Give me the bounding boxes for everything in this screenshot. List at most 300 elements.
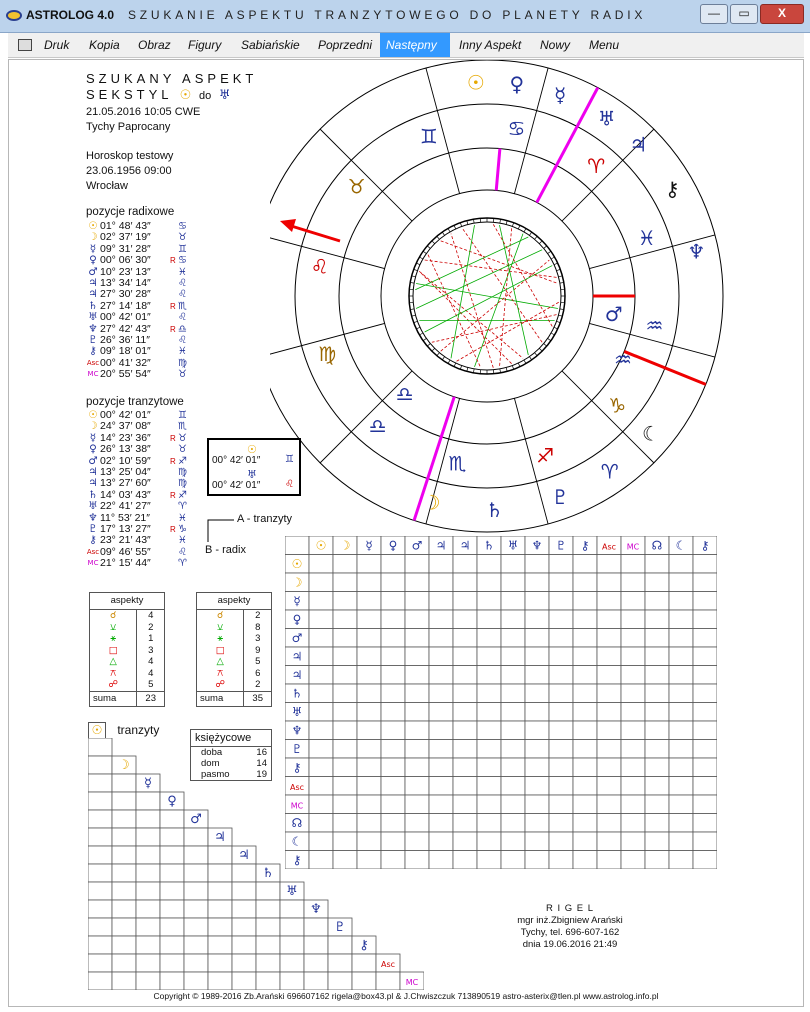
grid-cell xyxy=(597,703,621,722)
grid-cell xyxy=(525,740,549,759)
retrograde-mark xyxy=(170,244,178,255)
grid-cell xyxy=(429,592,453,611)
grid-cell xyxy=(208,918,232,936)
aspect-table-row xyxy=(90,645,165,657)
grid-cell xyxy=(405,703,429,722)
grid-cell xyxy=(88,792,112,810)
wheel-tick xyxy=(432,348,435,351)
grid-cell xyxy=(501,777,525,796)
wheel-tick xyxy=(442,357,444,360)
grid-cell xyxy=(669,647,693,666)
chart-wheel xyxy=(270,60,802,534)
retrograde-mark xyxy=(170,478,178,489)
grid-cell xyxy=(376,972,400,990)
aspect-line xyxy=(500,228,512,367)
grid-cell xyxy=(381,832,405,851)
grid-cell xyxy=(405,777,429,796)
grid-cell xyxy=(429,666,453,685)
printer-icon[interactable] xyxy=(18,39,32,51)
retrograde-mark xyxy=(170,267,178,278)
wheel-tick xyxy=(423,251,426,253)
grid-cell xyxy=(645,795,669,814)
grid-cell xyxy=(88,846,112,864)
grid-cell xyxy=(621,740,645,759)
retrograde-mark xyxy=(170,278,178,289)
aspect-glyph-icon: □ xyxy=(197,645,244,657)
menu-figury[interactable]: Figury xyxy=(188,38,222,52)
grid-cell xyxy=(88,810,112,828)
grid-column-glyph-icon: ☿ xyxy=(365,538,373,553)
wheel-tick xyxy=(416,263,420,265)
house-line xyxy=(320,129,412,221)
position-value: 26° 13′ 38″ xyxy=(100,443,151,456)
position-value: 13° 25′ 04″ xyxy=(100,465,151,478)
grid-cell xyxy=(573,832,597,851)
grid-cell xyxy=(573,647,597,666)
grid-cell xyxy=(453,610,477,629)
grid-cell xyxy=(597,758,621,777)
grid-cell xyxy=(621,555,645,574)
aspect-table-row xyxy=(197,610,272,622)
grid-cell xyxy=(693,851,717,870)
planet-glyph-icon: ♇ xyxy=(88,333,98,346)
grid-diagonal-glyph-icon: ♆ xyxy=(310,902,322,917)
grid-cell xyxy=(381,703,405,722)
zodiac-sign-icon: ♓ xyxy=(178,512,187,524)
grid-column-glyph-icon: ⚷ xyxy=(580,538,590,553)
grid-cell xyxy=(693,814,717,833)
grid-row-glyph-icon: ♇ xyxy=(291,742,303,756)
grid-cell xyxy=(525,814,549,833)
aspect-line xyxy=(416,250,542,309)
position-value: 17° 13′ 27″ xyxy=(100,522,151,535)
grid-diagonal-glyph-icon: ♃ xyxy=(238,848,250,863)
radix-position-row xyxy=(86,346,206,357)
grid-cell xyxy=(549,573,573,592)
planet-glyph-icon: ♆ xyxy=(88,322,98,335)
aspect-glyph-icon: △ xyxy=(90,656,137,668)
grid-cell xyxy=(328,936,352,954)
retrograde-mark xyxy=(170,335,178,346)
grid-cell xyxy=(333,832,357,851)
grid-cell xyxy=(597,592,621,611)
wheel-tick xyxy=(448,228,450,231)
wheel-tick xyxy=(416,327,420,329)
grid-cell xyxy=(453,592,477,611)
grid-diagonal-glyph-icon: ☽ xyxy=(118,758,130,773)
zodiac-sign-icon: ♋ xyxy=(178,221,187,232)
grid-cell xyxy=(573,573,597,592)
position-value: 01° 48′ 43″ xyxy=(100,220,151,232)
grid-cell xyxy=(453,703,477,722)
grid-cell xyxy=(184,900,208,918)
position-value: 14° 03′ 43″ xyxy=(100,488,151,501)
grid-cell xyxy=(477,851,501,870)
grid-cell xyxy=(136,936,160,954)
grid-cell xyxy=(381,573,405,592)
aspect-glyph-icon: ⚺ xyxy=(90,622,137,634)
grid-cell xyxy=(304,954,328,972)
wheel-tick xyxy=(557,269,561,270)
grid-cell xyxy=(405,573,429,592)
wheel-tick xyxy=(512,366,513,370)
grid-cell xyxy=(429,703,453,722)
grid-cell xyxy=(232,918,256,936)
grid-cell xyxy=(645,684,669,703)
wheel-tick xyxy=(427,246,430,249)
grid-cell xyxy=(669,703,693,722)
grid-cell xyxy=(88,954,112,972)
grid-row-glyph-icon: ♂ xyxy=(291,631,303,645)
menu-kopia[interactable]: Kopia xyxy=(89,38,120,52)
grid-row-glyph-icon: MC xyxy=(290,801,304,811)
menu-nowy[interactable]: Nowy xyxy=(540,38,571,52)
transit-position-row xyxy=(86,444,206,455)
grid-cell xyxy=(453,555,477,574)
zodiac-sign-icon: ♉ xyxy=(178,432,187,444)
grid-cell xyxy=(112,774,136,792)
grid-cell xyxy=(549,795,573,814)
aspect-line xyxy=(425,260,557,277)
grid-column-glyph-icon: ☉ xyxy=(315,538,327,553)
grid-cell xyxy=(280,954,304,972)
aspect-count: 6 xyxy=(244,668,272,680)
grid-cell xyxy=(669,555,693,574)
grid-cell xyxy=(405,814,429,833)
ascendant-arrow-head xyxy=(280,219,296,232)
grid-cell xyxy=(333,740,357,759)
grid-cell xyxy=(304,918,328,936)
planet-glyph-icon: ♃ xyxy=(88,276,98,289)
grid-row-glyph-icon: ♅ xyxy=(291,705,303,719)
search-date: 21.05.2016 10:05 CWE xyxy=(86,106,201,118)
grid-cell xyxy=(645,740,669,759)
position-value: 09° 31′ 28″ xyxy=(100,242,151,255)
aspect-name: SEKSTYL xyxy=(86,87,173,102)
grid-diagonal-glyph-icon: ☿ xyxy=(144,776,152,791)
grid-cell xyxy=(405,740,429,759)
grid-column-glyph-icon: ♆ xyxy=(531,538,543,553)
wheel-tick xyxy=(529,232,531,235)
grid-cell xyxy=(405,666,429,685)
menu-druk[interactable]: Druk xyxy=(44,38,70,52)
position-value: 00° 42′ 01″ xyxy=(100,409,151,421)
grid-row-glyph-icon: ☊ xyxy=(291,816,303,830)
moon-row: doba 16 xyxy=(201,747,267,758)
grid-row-glyph-icon: ☿ xyxy=(293,594,301,608)
grid-cell xyxy=(573,777,597,796)
planet-glyph-icon: ♃ xyxy=(88,477,98,490)
grid-cell xyxy=(693,555,717,574)
moon-row: dom 14 xyxy=(201,758,267,769)
grid-cell xyxy=(112,846,136,864)
grid-column-glyph-icon: ⚷ xyxy=(700,538,710,553)
aspect-table-row xyxy=(197,668,272,680)
grid-cell xyxy=(549,592,573,611)
planet-glyph-icon: ☾ xyxy=(641,421,660,446)
aspect-glyph-icon: ⚺ xyxy=(197,622,244,634)
position-value: 26° 36′ 11″ xyxy=(100,333,150,346)
grid-cell xyxy=(88,918,112,936)
maximize-button[interactable]: ▭ xyxy=(730,4,758,24)
grid-cell xyxy=(309,758,333,777)
wheel-tick xyxy=(518,363,520,367)
grid-cell xyxy=(693,703,717,722)
grid-cell xyxy=(525,832,549,851)
transit-position-row xyxy=(86,558,206,569)
grid-cell xyxy=(693,684,717,703)
grid-cell xyxy=(309,814,333,833)
planet-glyph-icon: ♀ xyxy=(89,443,97,456)
grid-cell xyxy=(333,555,357,574)
zodiac-sign-icon: ♌ xyxy=(310,254,329,279)
wheel-tick xyxy=(419,257,422,259)
grid-cell xyxy=(621,610,645,629)
grid-cell xyxy=(357,684,381,703)
grid-cell xyxy=(453,758,477,777)
aspect-table-row xyxy=(197,633,272,645)
grid-cell xyxy=(525,703,549,722)
grid-cell xyxy=(453,629,477,648)
grid-cell xyxy=(184,846,208,864)
zodiac-sign-icon: ♎ xyxy=(368,414,387,439)
grid-cell xyxy=(429,814,453,833)
grid-cell xyxy=(669,740,693,759)
grid-cell xyxy=(232,882,256,900)
grid-cell xyxy=(477,795,501,814)
grid-cell xyxy=(621,573,645,592)
leo-icon: ♌ xyxy=(285,479,294,490)
grid-cell xyxy=(285,536,309,555)
wheel-tick xyxy=(535,236,538,239)
minimize-button[interactable]: — xyxy=(700,4,728,24)
grid-cell xyxy=(309,610,333,629)
menu-inny-aspekt[interactable]: Inny Aspekt xyxy=(459,38,522,52)
grid-cell xyxy=(184,828,208,846)
grid-cell xyxy=(477,592,501,611)
grid-row-glyph-icon: ♀ xyxy=(292,612,302,627)
planet-glyph-icon: ♆ xyxy=(687,239,706,264)
transit-positions-list xyxy=(86,410,206,569)
aspect-line xyxy=(425,266,553,332)
grid-cell xyxy=(256,936,280,954)
sun-icon: ☉ xyxy=(179,88,192,103)
grid-cell xyxy=(501,555,525,574)
retrograde-mark xyxy=(170,232,178,243)
grid-cell xyxy=(525,555,549,574)
grid-cell xyxy=(573,666,597,685)
wheel-tick xyxy=(524,228,526,231)
grid-cell xyxy=(160,846,184,864)
menu-menu[interactable]: Menu xyxy=(589,38,620,52)
grid-cell xyxy=(232,972,256,990)
axis-line xyxy=(624,351,706,384)
grid-cell xyxy=(621,851,645,870)
zodiac-sign-icon: ♏ xyxy=(178,300,187,312)
grid-cell xyxy=(405,629,429,648)
grid-cell xyxy=(136,900,160,918)
aspect-count: 2 xyxy=(244,679,272,691)
grid-cell xyxy=(501,629,525,648)
grid-cell xyxy=(405,610,429,629)
retrograde-mark: R xyxy=(170,324,176,334)
grid-cell xyxy=(525,777,549,796)
grid-cell xyxy=(453,721,477,740)
grid-cell xyxy=(136,864,160,882)
grid-cell xyxy=(357,851,381,870)
grid-cell xyxy=(112,900,136,918)
grid-cell xyxy=(573,851,597,870)
grid-column-glyph-icon: ♃ xyxy=(435,538,447,553)
grid-cell xyxy=(184,918,208,936)
zodiac-sign-icon: ♓ xyxy=(637,225,656,250)
credits-date: dnia 19.06.2016 21:49 xyxy=(522,939,618,950)
grid-cell xyxy=(669,851,693,870)
grid-cell xyxy=(477,555,501,574)
planet-glyph-icon: ♒ xyxy=(613,347,632,372)
zodiac-sign-icon: ♉ xyxy=(178,369,187,381)
grid-cell xyxy=(597,555,621,574)
grid-cell xyxy=(232,954,256,972)
grid-cell xyxy=(309,851,333,870)
wheel-tick xyxy=(539,241,542,244)
planet-glyph-icon: ♅ xyxy=(597,106,616,131)
menu-sabianskie[interactable]: Sabiańskie xyxy=(241,38,300,52)
grid-cell xyxy=(573,758,597,777)
grid-cell xyxy=(597,610,621,629)
grid-cell xyxy=(645,703,669,722)
wheel-tick xyxy=(432,241,435,244)
grid-cell xyxy=(477,740,501,759)
grid-cell xyxy=(357,555,381,574)
grid-cell xyxy=(693,610,717,629)
grid-cell xyxy=(184,882,208,900)
planet-glyph-icon: ♂ xyxy=(88,265,98,278)
grid-cell xyxy=(160,828,184,846)
grid-cell xyxy=(357,721,381,740)
legend-radix: B - radix xyxy=(205,544,246,556)
menu-poprzedni[interactable]: Poprzedni xyxy=(318,38,373,52)
aspect-count: 3 xyxy=(244,633,272,645)
grid-cell xyxy=(160,918,184,936)
aspect-do: do xyxy=(198,90,212,102)
retrograde-mark: R xyxy=(170,490,176,500)
legend-connector xyxy=(200,512,240,542)
grid-row-glyph-icon: ♃ xyxy=(291,649,303,664)
grid-cell xyxy=(525,795,549,814)
planet-glyph-icon: ☉ xyxy=(88,220,98,232)
retrograde-mark xyxy=(170,501,178,512)
grid-cell xyxy=(136,918,160,936)
aspect-count: 4 xyxy=(137,610,165,622)
grid-cell xyxy=(669,832,693,851)
grid-cell xyxy=(573,592,597,611)
aspect-table-row xyxy=(197,679,272,691)
grid-cell xyxy=(136,810,160,828)
grid-cell xyxy=(112,792,136,810)
grid-cell xyxy=(477,573,501,592)
zodiac-sign-icon: ♉ xyxy=(178,444,187,456)
aspect-count: 2 xyxy=(244,610,272,622)
grid-column-glyph-icon: ☽ xyxy=(339,538,351,553)
grid-diagonal-glyph-icon: Asc xyxy=(380,960,396,969)
aspect-table-header: aspekty xyxy=(90,593,165,610)
aspect-glyph-icon: △ xyxy=(197,656,244,668)
grid-cell xyxy=(88,972,112,990)
zodiac-sign-icon: ♋ xyxy=(507,116,526,141)
grid-cell xyxy=(112,972,136,990)
grid-cell xyxy=(357,666,381,685)
position-value: 02° 10′ 59″ xyxy=(100,454,151,467)
grid-row-glyph-icon: ⚷ xyxy=(292,760,302,775)
grid-cell xyxy=(112,954,136,972)
wheel-ring xyxy=(270,60,723,532)
zodiac-sign-icon: ♐ xyxy=(536,443,555,468)
grid-cell xyxy=(309,777,333,796)
planet-glyph-icon: ⚷ xyxy=(89,345,97,358)
grid-cell xyxy=(160,954,184,972)
grid-cell xyxy=(621,795,645,814)
grid-diagonal-glyph-icon: ♀ xyxy=(167,794,177,809)
left-grid-sun-box: ☉ tranzyty xyxy=(88,722,159,740)
position-value: 21° 15′ 44″ xyxy=(100,557,151,570)
grid-cell xyxy=(381,740,405,759)
grid-cell xyxy=(333,795,357,814)
grid-cell xyxy=(477,684,501,703)
grid-cell xyxy=(645,721,669,740)
grid-cell xyxy=(381,666,405,685)
planet-glyph-icon: ♄ xyxy=(485,497,504,522)
position-value: 27° 42′ 43″ xyxy=(100,322,151,335)
zodiac-sign-icon: ♍ xyxy=(318,342,337,367)
zodiac-sign-icon: ♈ xyxy=(178,558,187,570)
wheel-tick xyxy=(554,327,558,329)
grid-cell xyxy=(621,666,645,685)
zodiac-sign-icon: ♓ xyxy=(178,266,187,278)
aspect-count: 5 xyxy=(244,656,272,668)
grid-row-glyph-icon: ⚷ xyxy=(292,853,302,867)
position-value: 11° 53′ 21″ xyxy=(100,511,150,524)
planet-glyph-icon: ☽ xyxy=(88,231,98,244)
grid-cell xyxy=(645,647,669,666)
wheel-tick xyxy=(548,338,551,340)
grid-cell xyxy=(333,647,357,666)
menu-obraz[interactable]: Obraz xyxy=(138,38,171,52)
grid-cell xyxy=(597,832,621,851)
grid-cell xyxy=(136,954,160,972)
grid-cell xyxy=(693,777,717,796)
grid-cell xyxy=(693,592,717,611)
grid-cell xyxy=(621,592,645,611)
grid-cell xyxy=(549,740,573,759)
grid-cell xyxy=(309,666,333,685)
planet-glyph-icon: ♃ xyxy=(629,132,648,157)
grid-cell xyxy=(645,851,669,870)
close-button[interactable]: X xyxy=(760,4,804,24)
grid-cell xyxy=(453,573,477,592)
grid-cell xyxy=(280,936,304,954)
grid-column-glyph-icon: ♂ xyxy=(411,538,423,553)
zodiac-sign-icon: ♐ xyxy=(178,489,187,501)
menu-nastepny[interactable]: Następny xyxy=(380,33,450,57)
grid-cell xyxy=(549,684,573,703)
planet-glyph-icon: Asc xyxy=(86,547,100,556)
grid-cell xyxy=(381,629,405,648)
grid-cell xyxy=(621,721,645,740)
planet-glyph-icon: ♅ xyxy=(88,311,98,324)
grid-cell xyxy=(429,832,453,851)
retrograde-mark xyxy=(170,444,178,455)
